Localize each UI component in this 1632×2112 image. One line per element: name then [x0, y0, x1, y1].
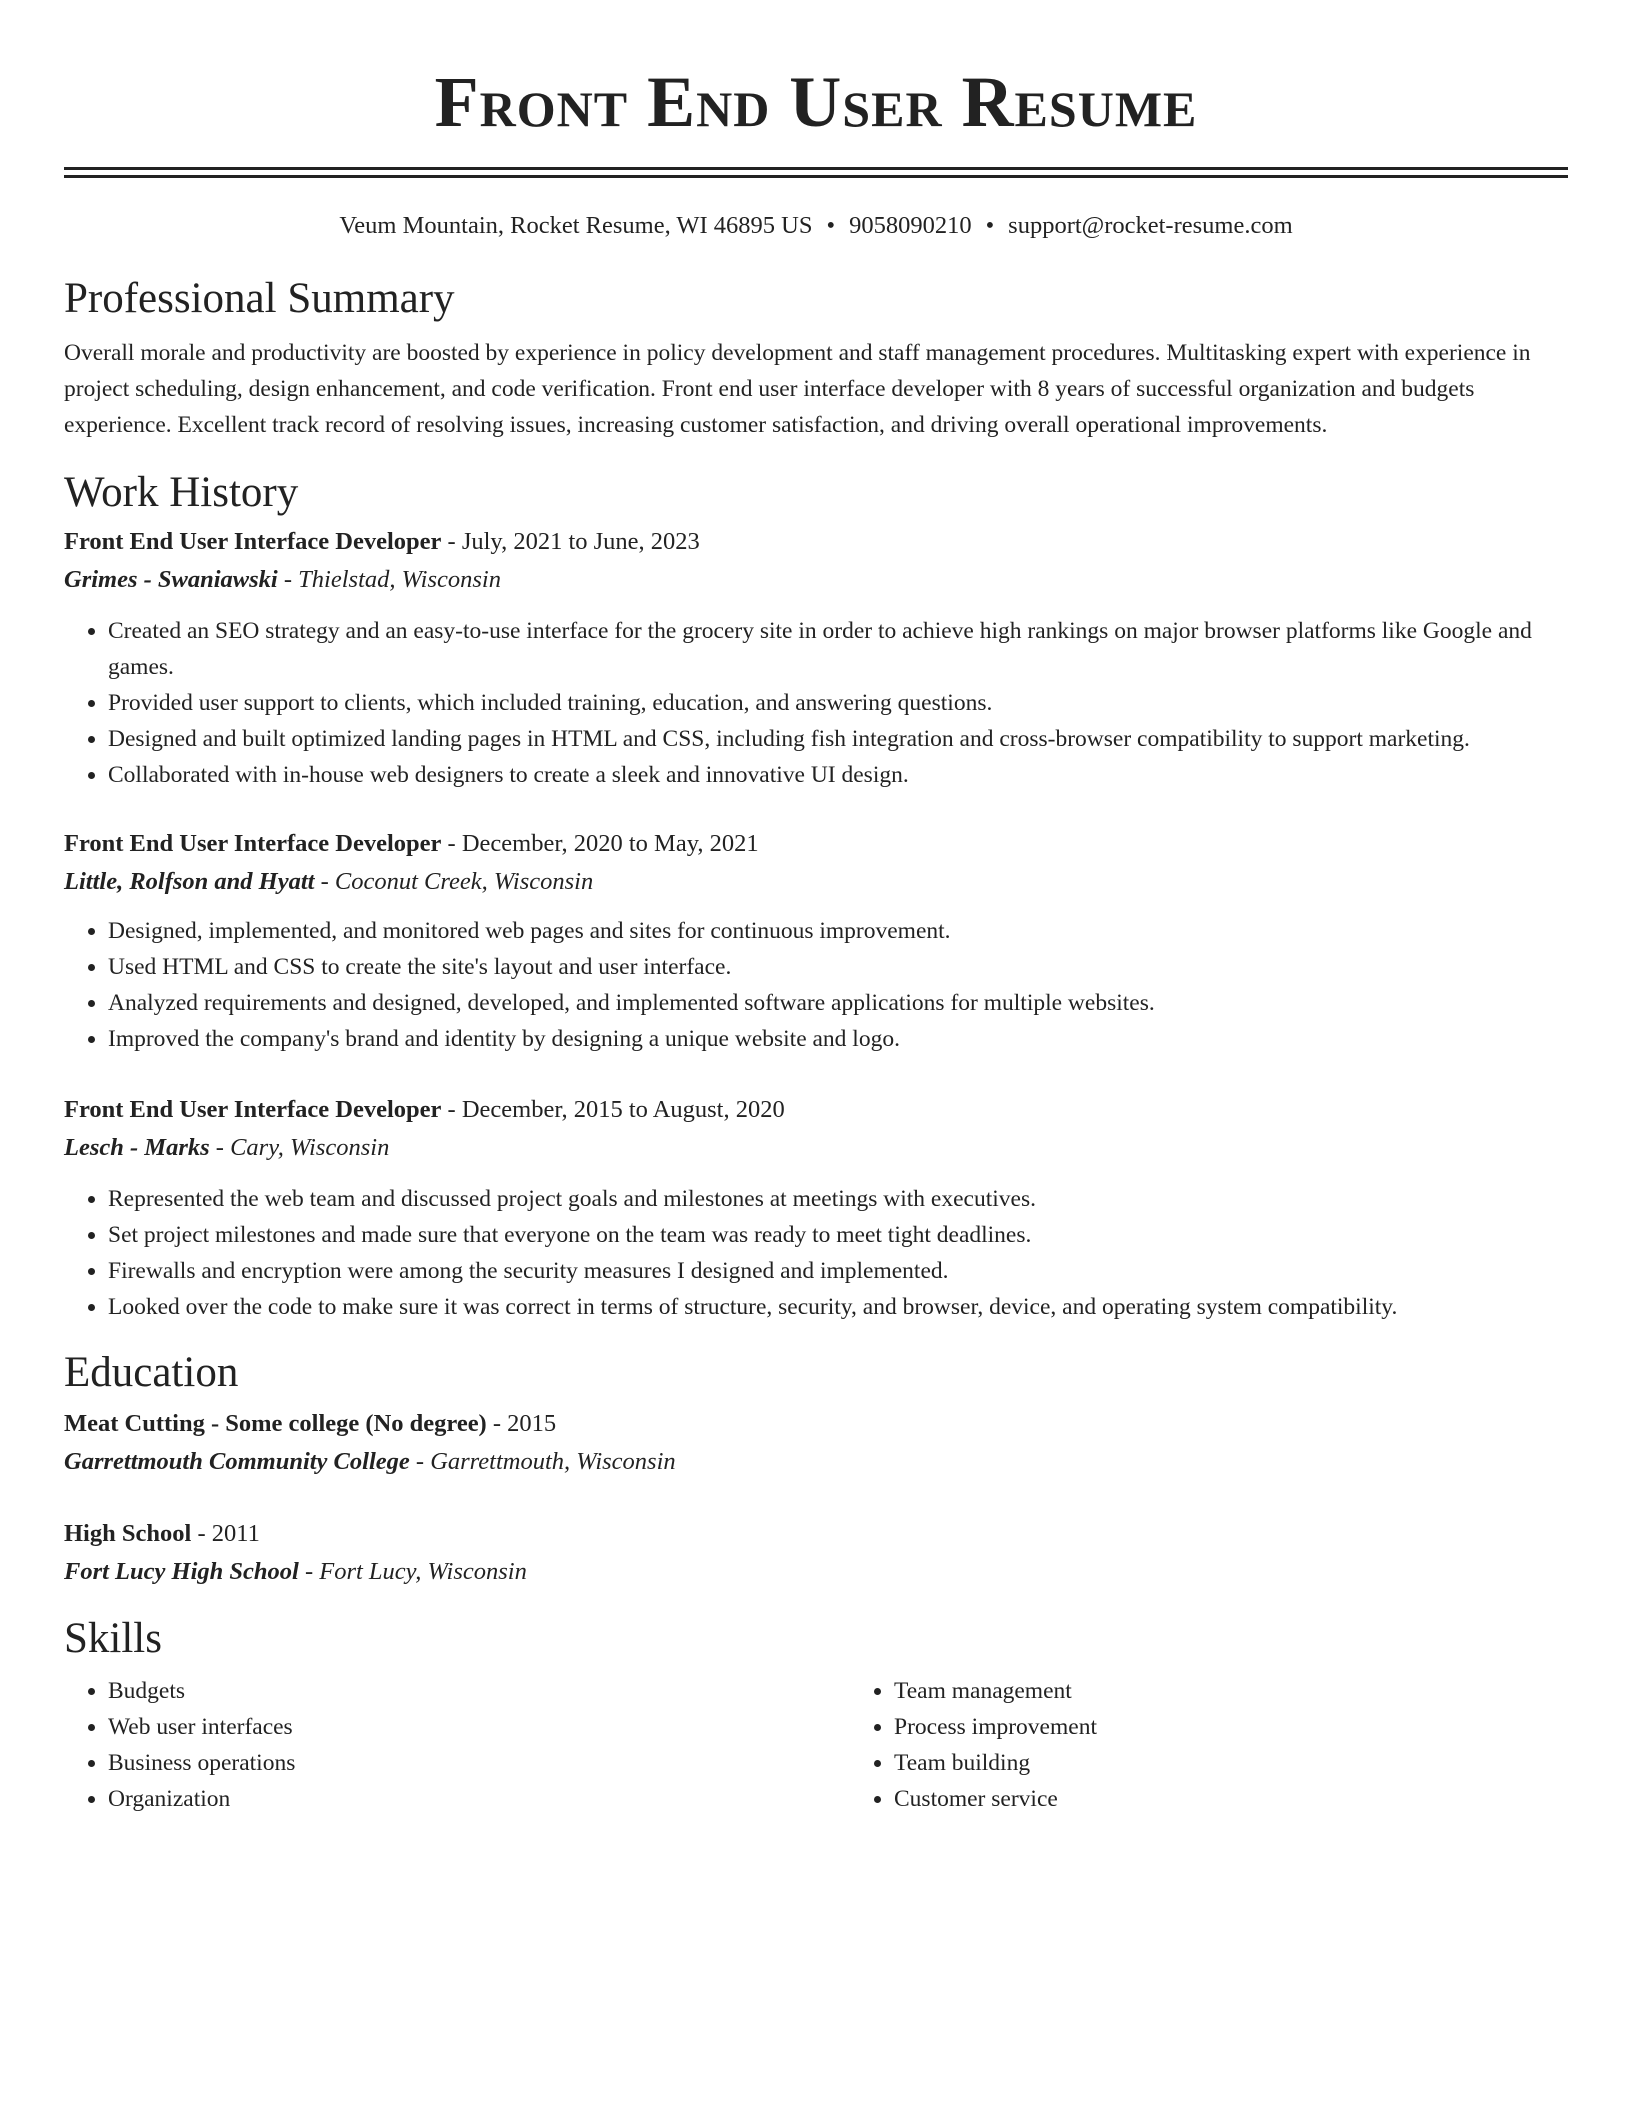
job-location: Cary, Wisconsin [230, 1134, 390, 1161]
skill-item: • Team management [894, 1673, 1097, 1709]
job-dates: July, 2021 to June, 2023 [461, 528, 700, 555]
skill-item: • Team building [894, 1745, 1097, 1781]
job-entry [64, 523, 1568, 793]
skill-item: • Web user interfaces [108, 1709, 850, 1745]
list-item: • Looked over the code to make sure it was correct in terms of structure, security, and browser, device, and operating system compatibility. [108, 1289, 1568, 1325]
education-header: Meat Cutting - Some college (No degree) - 2015 [64, 1410, 557, 1437]
contact-separator: • [826, 212, 836, 239]
list-item: • Used HTML and CSS to create the site's layout and user interface. [108, 949, 1568, 985]
skills-columns [64, 1673, 1568, 1817]
education-location: Fort Lucy, Wisconsin [319, 1558, 527, 1585]
job-location: Coconut Creek, Wisconsin [334, 868, 594, 895]
skill-item: • Customer service [894, 1781, 1097, 1817]
education-entry [64, 1515, 1568, 1591]
job-dates: December, 2015 to August, 2020 [461, 1096, 785, 1123]
skills-list-right [850, 1673, 1097, 1817]
job-company-line: Little, Rolfson and Hyatt - Coconut Creek, Wisconsin [64, 868, 594, 895]
job-company: Lesch - Marks [64, 1134, 210, 1161]
skill-item: • Budgets [108, 1673, 850, 1709]
list-item: • Firewalls and encryption were among the security measures I designed and implemented. [108, 1253, 1568, 1289]
job-title: Front End User Interface Developer [64, 1096, 442, 1123]
list-item: • Improved the company's brand and identity by designing a unique website and logo. [108, 1021, 1568, 1057]
summary-heading: Professional Summary [64, 275, 455, 322]
job-header: Front End User Interface Developer - December, 2020 to May, 2021 [64, 830, 759, 857]
work-history-heading: Work History [64, 469, 299, 516]
job-entry [64, 1091, 1568, 1325]
job-bullets [64, 913, 1568, 1057]
list-item: • Analyzed requirements and designed, developed, and implemented software applications for multiple websites. [108, 985, 1568, 1021]
education-degree: High School [64, 1520, 192, 1547]
job-bullets [64, 613, 1568, 793]
education-school-line: Fort Lucy High School - Fort Lucy, Wisconsin [64, 1558, 527, 1585]
list-item: • Designed and built optimized landing pages in HTML and CSS, including fish integration and cross-browser compatibility to support marketing. [108, 721, 1568, 757]
job-header: Front End User Interface Developer - July, 2021 to June, 2023 [64, 528, 700, 555]
job-company-line: Lesch - Marks - Cary, Wisconsin [64, 1134, 390, 1161]
contact-address: Veum Mountain, Rocket Resume, WI 46895 US [339, 212, 813, 239]
education-entry [64, 1405, 1568, 1481]
title-divider-thin [64, 175, 1568, 178]
skill-item: • Process improvement [894, 1709, 1097, 1745]
job-dates: December, 2020 to May, 2021 [461, 830, 759, 857]
skills-list-left [64, 1673, 850, 1817]
contact-email: support@rocket-resume.com [1008, 212, 1293, 239]
education-degree: Meat Cutting - Some college (No degree) [64, 1410, 487, 1437]
education-header: High School - 2011 [64, 1520, 260, 1547]
education-school: Garrettmouth Community College [64, 1448, 410, 1475]
list-item: • Designed, implemented, and monitored web pages and sites for continuous improvement. [108, 913, 1568, 949]
skills-heading: Skills [64, 1615, 162, 1662]
summary-text: Overall morale and productivity are boosted by experience in policy development and staff management procedures. Multitasking expert with experience in project scheduling, design enhancement, and code verification. Front end user interface developer with 8 years of successful organization and budgets experience. Excellent track record of resolving issues, increasing customer satisfaction, and driving overall operational improvements. [64, 340, 1531, 438]
skill-item: • Business operations [108, 1745, 850, 1781]
education-heading: Education [64, 1349, 239, 1396]
list-item: • Represented the web team and discussed project goals and milestones at meetings with executives. [108, 1181, 1568, 1217]
list-item: • Provided user support to clients, which included training, education, and answering questions. [108, 685, 1568, 721]
job-company: Grimes - Swaniawski [64, 566, 278, 593]
job-entry [64, 825, 1568, 1057]
education-school-line: Garrettmouth Community College - Garrettmouth, Wisconsin [64, 1448, 676, 1475]
contact-phone: 9058090210 [849, 212, 972, 239]
education-year: 2015 [507, 1410, 557, 1437]
job-header: Front End User Interface Developer - December, 2015 to August, 2020 [64, 1096, 785, 1123]
job-bullets [64, 1181, 1568, 1325]
list-item: • Collaborated with in-house web designers to create a sleek and innovative UI design. [108, 757, 1568, 793]
education-year: 2011 [211, 1520, 260, 1547]
job-location: Thielstad, Wisconsin [298, 566, 501, 593]
skill-item: • Organization [108, 1781, 850, 1817]
contact-line [64, 210, 1568, 242]
resume-title: Front End User Resume [434, 62, 1198, 142]
education-location: Garrettmouth, Wisconsin [430, 1448, 676, 1475]
job-company: Little, Rolfson and Hyatt [64, 868, 315, 895]
list-item: • Created an SEO strategy and an easy-to-use interface for the grocery site in order to achieve high rankings on major browser platforms like Google and games. [108, 613, 1568, 685]
education-school: Fort Lucy High School [64, 1558, 299, 1585]
job-title: Front End User Interface Developer [64, 528, 442, 555]
job-company-line: Grimes - Swaniawski - Thielstad, Wisconsin [64, 566, 501, 593]
contact-separator: • [985, 212, 995, 239]
list-item: • Set project milestones and made sure that everyone on the team was ready to meet tight deadlines. [108, 1217, 1568, 1253]
job-title: Front End User Interface Developer [64, 830, 442, 857]
